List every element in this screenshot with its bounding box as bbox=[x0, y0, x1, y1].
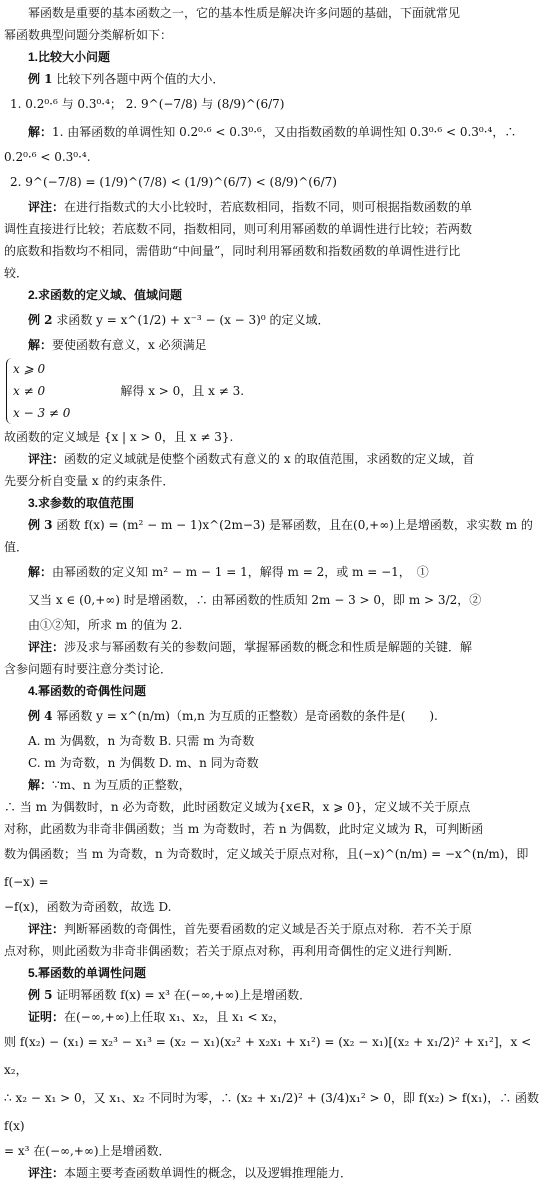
solution-text: 由幂函数的定义知 m² − m − 1 = 1，解得 m = 2，或 m = −1， ① bbox=[52, 565, 429, 579]
proof-line bbox=[4, 1006, 546, 1028]
comment-line: 点对称，则此函数为非奇非偶函数；若关于原点对称，再利用奇偶性的定义进行判断． bbox=[4, 944, 461, 958]
section-heading: 5.幂函数的单调性问题 bbox=[28, 966, 147, 980]
system-line: x − 3 ≠ 0 bbox=[13, 406, 71, 420]
solution-text: ∵m、n 为互质的正整数， bbox=[52, 778, 191, 792]
solution-line: 数为偶函数；当 m 为奇数，n 为奇数时，定义域关于原点对称，且(−x)^(n/m) = −x^(n/m)，即 f(−x) = bbox=[4, 847, 529, 889]
comment-text: 判断幂函数的奇偶性，首先要看函数的定义域是否关于原点对称．若不关于原 bbox=[64, 922, 473, 936]
system-line: x ≠ 0 bbox=[13, 384, 46, 398]
example-label: 例 4 bbox=[28, 709, 53, 723]
comment-line bbox=[4, 448, 546, 470]
example-label: 例 2 bbox=[28, 313, 53, 327]
solution-line: 2. 9^(−7/8) = (1/9)^(7/8) < (1/9)^(6/7) < (8/9)^(6/7) bbox=[10, 175, 337, 189]
comment-text: 涉及求与幂函数有关的参数问题，掌握幂函数的概念和性质是解题的关键．解 bbox=[64, 640, 473, 654]
system-line: x ⩾ 0 bbox=[13, 362, 46, 376]
comment-label: 评注： bbox=[28, 200, 65, 214]
solution-line: 0.2⁰·⁶ < 0.3⁰·⁴. bbox=[4, 150, 91, 164]
example-statement bbox=[4, 68, 546, 90]
solution-line: ∴ 当 m 为偶数时，n 必为奇数，此时函数定义域为{x∈R，x ⩾ 0}，定义域不关于原点 bbox=[4, 800, 471, 814]
section-heading: 4.幂函数的奇偶性问题 bbox=[28, 684, 147, 698]
solution-line bbox=[4, 334, 546, 356]
solution-label: 解： bbox=[28, 778, 53, 792]
example-text: 求函数 y = x^(1/2) + x⁻³ − (x − 3)⁰ 的定义域． bbox=[52, 313, 330, 327]
comment-line: 较． bbox=[4, 266, 29, 280]
comment-text: 本题主要考查函数单调性的概念，以及逻辑推理能力． bbox=[64, 1166, 353, 1180]
comment-line bbox=[4, 196, 546, 218]
solution-label: 解： bbox=[28, 125, 53, 139]
option-line: C. m 为奇数，n 为偶数 D. m、n 同为奇数 bbox=[28, 756, 259, 770]
example-text: 幂函数 y = x^(n/m)（m,n 为互质的正整数）是奇函数的条件是( ). bbox=[52, 709, 438, 723]
comment-text: 函数的定义域就是使整个函数式有意义的 x 的取值范围，求函数的定义域，首 bbox=[64, 452, 475, 466]
comment-line: 的底数和指数均不相同，需借助“中间量”，同时利用幂函数和指数函数的单调性进行比 bbox=[4, 244, 461, 258]
example-items: 1. 0.2⁰·⁶ 与 0.3⁰·⁴； 2. 9^(−7/8) 与 (8/9)^(6/7) bbox=[10, 97, 285, 111]
example-label: 例 1 bbox=[28, 72, 53, 86]
solution-text: 要使函数有意义，x 必须满足 bbox=[52, 338, 207, 352]
example-label: 例 3 bbox=[28, 518, 53, 532]
solution-label: 解： bbox=[28, 565, 53, 579]
comment-label: 评注： bbox=[28, 1166, 65, 1180]
comment-line: 含参问题有时要注意分类讨论． bbox=[4, 662, 173, 676]
section-heading: 3.求参数的取值范围 bbox=[28, 496, 135, 510]
solution-text: 1. 由幂函数的单调性知 0.2⁰·⁶ < 0.3⁰·⁶，又由指数函数的单调性知 0.3⁰·⁶ < 0.3⁰·⁴，∴ bbox=[52, 125, 517, 139]
section-heading: 1.比较大小问题 bbox=[28, 50, 111, 64]
example-statement bbox=[4, 514, 546, 536]
comment-line: 调性直接进行比较；若底数不同，指数相同，则可利用幂函数的单调性进行比较；若两数 bbox=[4, 222, 473, 236]
solution-line: 故函数的定义域是 {x | x > 0，且 x ≠ 3}. bbox=[4, 430, 234, 444]
intro-line: 幂函数是重要的基本函数之一，它的基本性质是解决许多问题的基础，下面就常见 bbox=[28, 6, 461, 20]
example-label: 例 5 bbox=[28, 988, 53, 1002]
example-statement bbox=[4, 306, 546, 334]
comment-label: 评注： bbox=[28, 922, 65, 936]
system-brace bbox=[6, 358, 70, 424]
solution-line: −f(x)，函数为奇函数，故选 D. bbox=[4, 900, 172, 914]
proof-line: 则 f(x₂) − (x₁) = x₂³ − x₁³ = (x₂ − x₁)(x₂² + x₂x₁ + x₁²) = (x₂ − x₁)[(x₂ + x₁/2)² + x₁²]，x < x₂， bbox=[4, 1035, 532, 1077]
proof-line: ∴ x₂ − x₁ > 0，又 x₁、x₂ 不同时为零，∴ (x₂ + x₁/2)² + (3/4)x₁² > 0，即 f(x₂) > f(x₁)，∴ 函数 f(x) bbox=[4, 1091, 540, 1133]
comment-label: 评注： bbox=[28, 640, 65, 654]
example-statement bbox=[4, 984, 546, 1006]
solution-line bbox=[4, 118, 546, 146]
solution-line: 又当 x ∈ (0,+∞) 时是增函数，∴ 由幂函数的性质知 2m − 3 > 0，即 m > 3/2，② bbox=[28, 593, 482, 607]
solution-label: 解： bbox=[28, 338, 53, 352]
option-line: A. m 为偶数，n 为奇数 B. 只需 m 为奇数 bbox=[28, 734, 255, 748]
comment-line bbox=[4, 918, 546, 940]
comment-text: 在进行指数式的大小比较时，若底数相同，指数不同，则可根据指数函数的单 bbox=[64, 200, 473, 214]
intro-line: 幂函数典型问题分类解析如下： bbox=[4, 28, 173, 42]
comment-line: 先要分析自变量 x 的约束条件． bbox=[4, 474, 175, 488]
comment-line bbox=[4, 636, 546, 658]
example-text: 函数 f(x) = (m² − m − 1)x^(2m−3) 是幂函数，且在(0,+∞)上是增函数，求实数 m 的 bbox=[52, 518, 533, 532]
proof-text: 在(−∞,+∞)上任取 x₁、x₂，且 x₁ < x₂， bbox=[64, 1010, 285, 1024]
equation-system bbox=[4, 358, 546, 424]
system-result: 解得 x > 0，且 x ≠ 3. bbox=[120, 384, 245, 398]
comment-label: 评注： bbox=[28, 452, 65, 466]
solution-line bbox=[4, 774, 546, 796]
solution-line: 由①②知，所求 m 的值为 2. bbox=[28, 618, 183, 632]
example-statement bbox=[4, 702, 546, 730]
solution-line bbox=[4, 558, 546, 586]
example-text: 证明幂函数 f(x) = x³ 在(−∞,+∞)上是增函数． bbox=[52, 988, 312, 1002]
example-statement: 值． bbox=[4, 540, 29, 554]
comment-line bbox=[4, 1162, 546, 1184]
example-text: 比较下列各题中两个值的大小． bbox=[52, 72, 225, 86]
proof-label: 证明： bbox=[28, 1010, 65, 1024]
section-heading: 2.求函数的定义域、值域问题 bbox=[28, 288, 183, 302]
solution-line: 对称，此函数为非奇非偶函数；当 m 为奇数时，若 n 为偶数，此时定义域为 R，可判断函 bbox=[4, 822, 484, 836]
proof-line: = x³ 在(−∞,+∞)上是增函数． bbox=[4, 1144, 171, 1158]
